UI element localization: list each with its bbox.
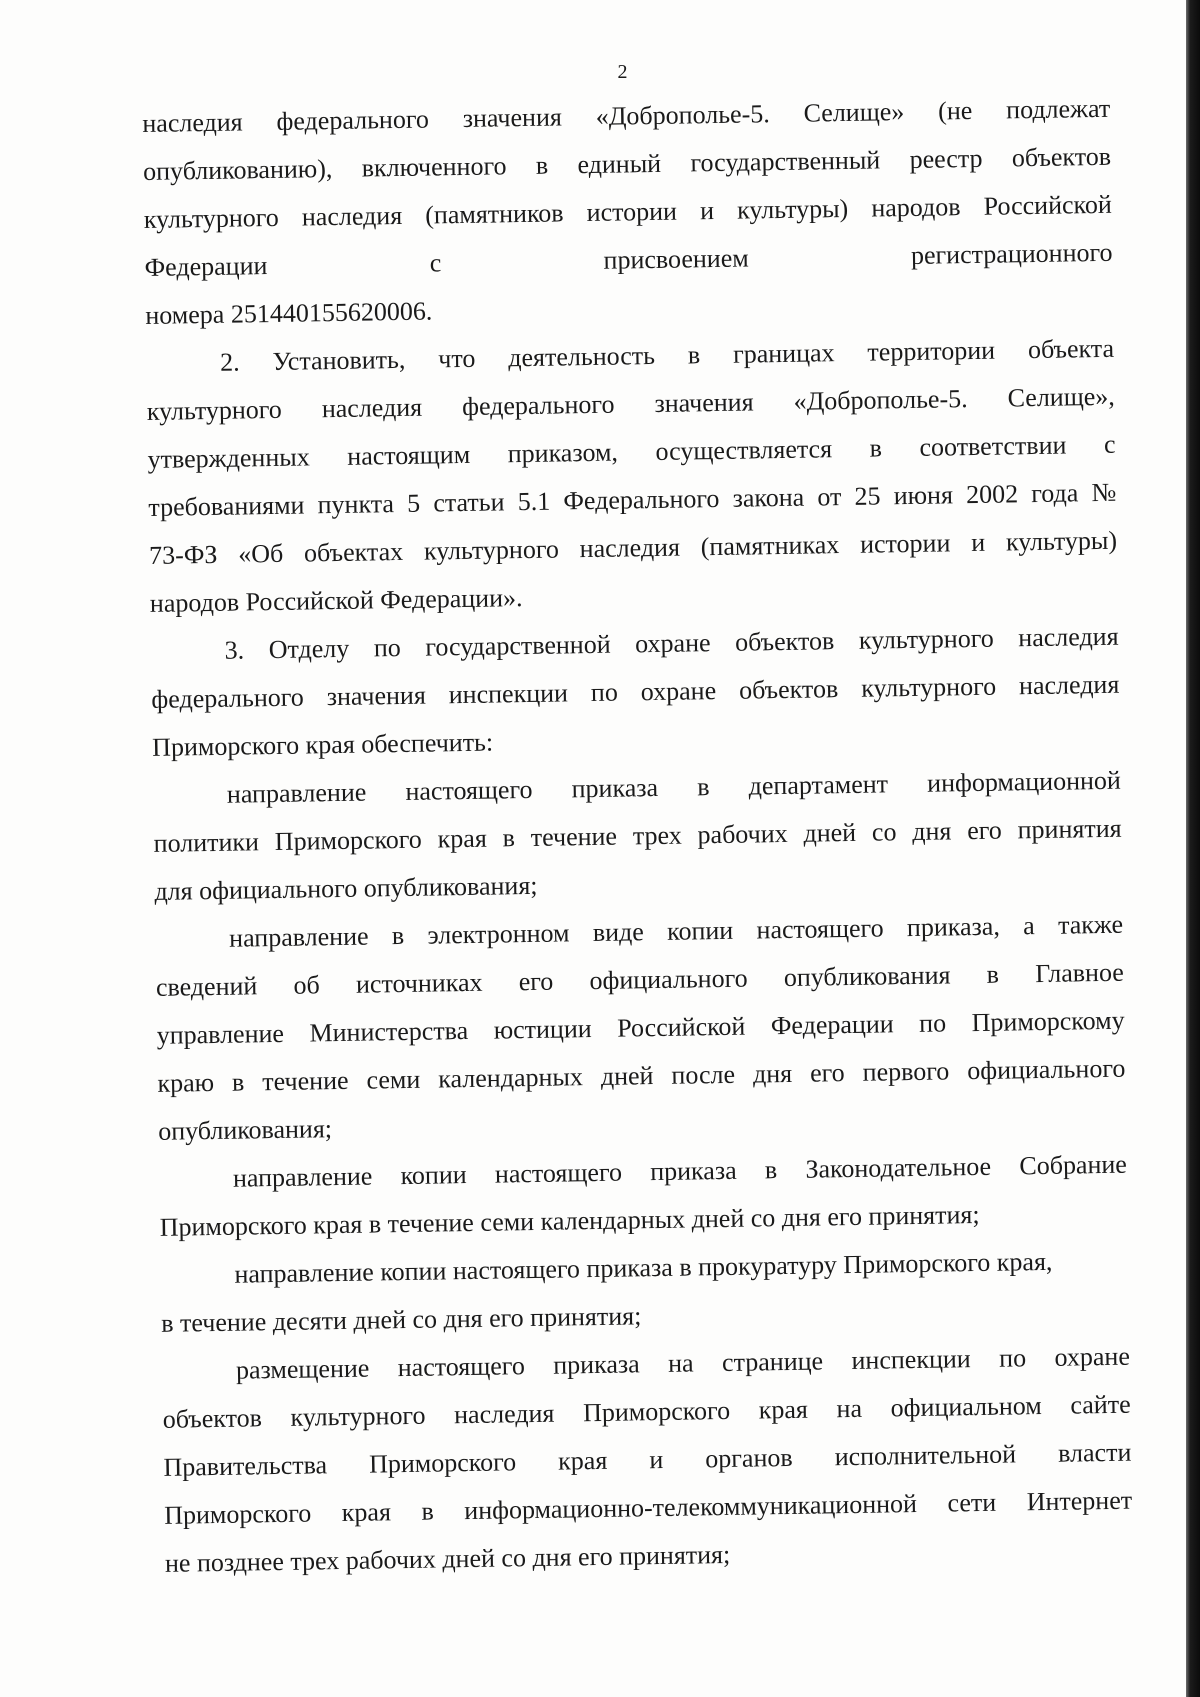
text-line: Правительства Приморского края и органов исполнительной власти: [163, 1437, 1132, 1482]
page-number: 2: [617, 61, 628, 83]
text-line: народов Российской Федерации».: [149, 583, 523, 618]
text-line: федерального значения инспекции по охране объектов культурного наследия: [151, 669, 1120, 714]
text-word: регистрационного: [910, 237, 1113, 270]
text-line: в течение десяти дней со дня его принятия;: [160, 1301, 642, 1338]
text-line: номера 251440155620006.: [145, 296, 433, 330]
text-word: Федерации: [144, 251, 268, 282]
text-line: краю в течение семи календарных дней после дня его первого официального: [157, 1053, 1126, 1098]
text-line: Приморского края в течение семи календарных дней со дня его принятия;: [159, 1199, 980, 1242]
text-line: политики Приморского края в течение трех рабочих дней со дня его принятия: [153, 813, 1122, 858]
text-line: наследия федерального значения «Доброполье-5. Селище» (не подлежат: [142, 93, 1111, 138]
scanner-edge: [1186, 0, 1200, 1697]
text-word: присвоением: [603, 243, 749, 275]
text-line: утвержденных настоящим приказом, осуществляется в соответствии с: [147, 429, 1116, 474]
text-line: опубликования;: [157, 1114, 333, 1146]
document-body: [142, 85, 1133, 1588]
text-line: опубликованию), включенного в единый государственный реестр объектов: [142, 141, 1112, 186]
text-line: культурного наследия федерального значения «Доброполье-5. Селище»,: [146, 381, 1116, 426]
text-line: Приморского края в информационно-телекоммуникационной сети Интернет: [164, 1485, 1133, 1530]
text-line: управление Министерства юстиции Российской Федерации по Приморскому: [156, 1005, 1125, 1050]
paragraph-first-line: 2. Установить, что деятельность в границах территории объекта: [219, 333, 1115, 377]
text-line: сведений об источниках его официального опубликования в Главное: [155, 957, 1125, 1002]
text-word: с: [429, 248, 442, 278]
text-line: не позднее трех рабочих дней со дня его принятия;: [164, 1539, 731, 1578]
text-line: объектов культурного наследия Приморского края на официальном сайте: [162, 1389, 1131, 1434]
paragraph-first-line: 3. Отделу по государственной охране объектов культурного наследия: [224, 621, 1119, 665]
text-line: Приморского края обеспечить:: [151, 727, 494, 762]
paragraph-first-line: направление настоящего приказа в департамент информационной: [226, 765, 1122, 809]
paragraph-first-line: направление в электронном виде копии настоящего приказа, а также: [228, 909, 1124, 953]
text-line: 73-ФЗ «Об объектах культурного наследия (памятниках истории и культуры): [148, 525, 1118, 570]
paragraph-first-line: размещение настоящего приказа на странице инспекции по охране: [235, 1341, 1131, 1385]
text-line: требованиями пункта 5 статьи 5.1 Федерального закона от 25 июня 2002 года №: [148, 477, 1117, 522]
text-line: для официального опубликования;: [154, 870, 538, 906]
text-line: культурного наследия (памятников истории и культуры) народов Российской: [143, 189, 1112, 234]
paragraph-first-line: направление копии настоящего приказа в Законодательное Собрание: [232, 1149, 1128, 1193]
paragraph-first-line: направление копии настоящего приказа в прокуратуру Приморского края,: [234, 1246, 1053, 1289]
